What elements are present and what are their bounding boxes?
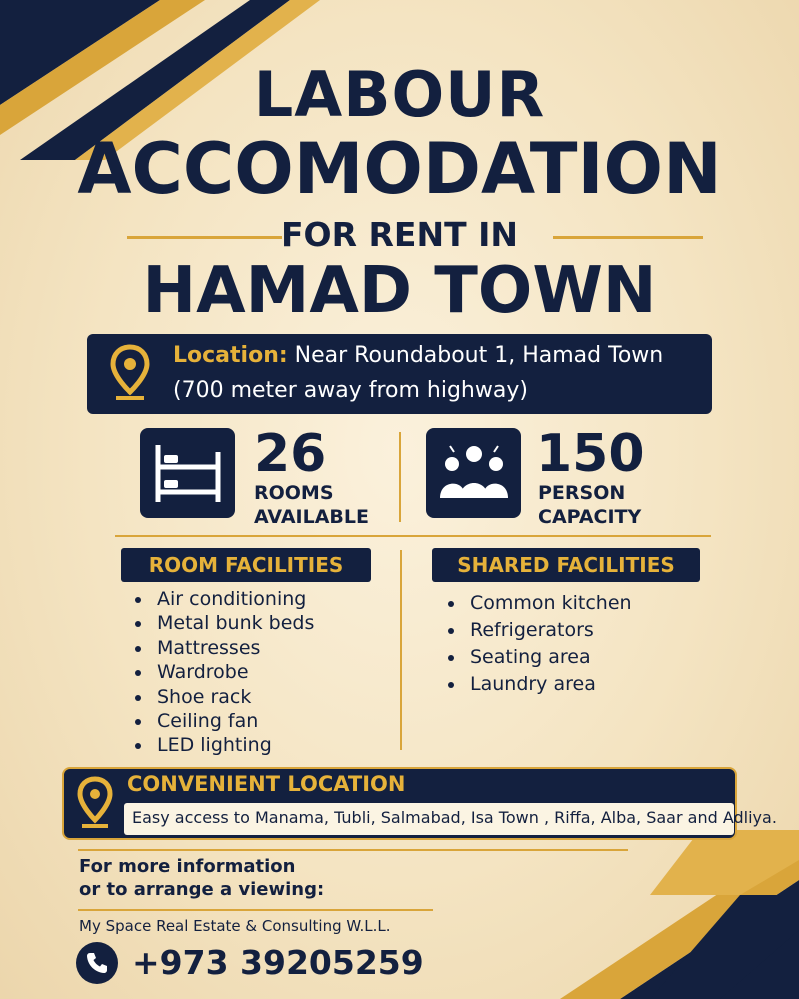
phone-icon [85,951,109,975]
list-item: • Common kitchen [466,590,632,617]
list-item: • Laundry area [466,671,632,698]
contact-rule [78,849,628,851]
phone-number[interactable]: +973 39205259 [132,943,424,982]
capacity-label-2: CAPACITY [538,506,642,528]
convenient-location-title: CONVENIENT LOCATION [127,772,406,796]
location-pin-icon [110,344,150,402]
room-facilities-header: ROOM FACILITIES [121,548,371,582]
bunk-bed-icon [152,442,224,504]
list-item: • Metal bunk beds [153,611,314,635]
company-rule [78,909,433,911]
rooms-label-1: ROOMS [254,482,334,504]
list-item: • Shoe rack [153,685,314,709]
company-name: My Space Real Estate & Consulting W.L.L. [79,917,391,935]
capacity-number: 150 [536,424,645,484]
title-line-1: LABOUR [253,58,546,131]
facilities-divider [400,550,402,750]
info-line-1: For more information [79,856,296,877]
list-item: • Wardrobe [153,660,314,684]
subtitle: FOR RENT IN [281,215,518,254]
list-item: • Seating area [466,644,632,671]
stats-divider [399,432,401,522]
shared-facilities-header: SHARED FACILITIES [432,548,700,582]
title-line-3: HAMAD TOWN [142,254,657,328]
location-value: Near Roundabout 1, Hamad Town [294,343,664,368]
location-label: Location: [173,343,288,368]
location-pin-icon [77,776,113,830]
info-line-2: or to arrange a viewing: [79,879,325,900]
list-item: • Air conditioning [153,587,314,611]
stats-rule [115,535,711,537]
title-line-2: ACCOMODATION [77,128,722,210]
shared-facilities-list [440,590,632,698]
list-item: • LED lighting [153,733,314,757]
list-item: • Mattresses [153,636,314,660]
location-note: (700 meter away from highway) [173,378,528,403]
convenient-location-text: Easy access to Manama, Tubli, Salmabad, Isa Town , Riffa, Alba, Saar and Adliya. [132,808,777,827]
capacity-label-1: PERSON [538,482,626,504]
location-line [173,343,663,368]
list-item: • Refrigerators [466,617,632,644]
people-icon [436,440,512,506]
room-facilities-list [127,587,314,758]
rooms-label-2: AVAILABLE [254,506,369,528]
rooms-number: 26 [254,424,327,484]
more-info-text [79,855,324,901]
list-item: • Ceiling fan [153,709,314,733]
